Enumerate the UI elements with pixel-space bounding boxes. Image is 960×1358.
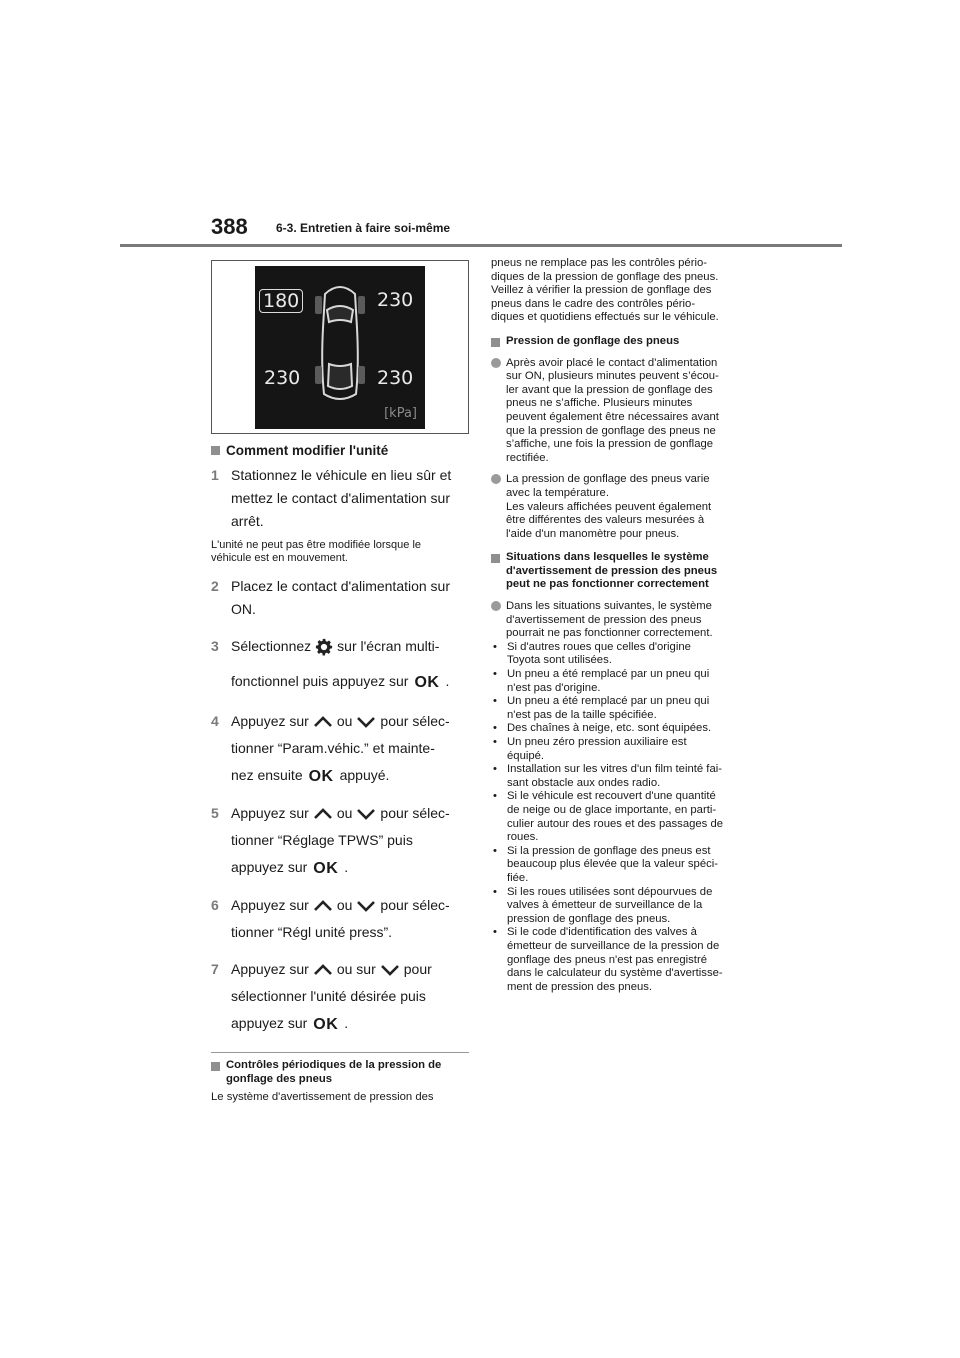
- heading-malfunction-situations: Situations dans lesquelles le système d'avertissement de pression des pneus peut ne pas fonctionner correctement: [491, 551, 753, 592]
- ok-button-icon: OK: [414, 674, 440, 691]
- tire-pressure-figure: [211, 260, 469, 434]
- round-bullet-icon: [491, 601, 501, 611]
- ok-button-icon: OK: [313, 1016, 339, 1033]
- situations-list: [491, 641, 753, 994]
- note-unit: L'unité ne peut pas être modifiée lorsque le véhicule est en mouvement.: [211, 539, 422, 564]
- multi-info-display: [255, 266, 425, 429]
- periodic-checks-text: Le système d'avertissement de pression des: [211, 1091, 434, 1104]
- step-1: 1 Stationnez le véhicule en lieu sûr et mettez le contact d'alimentation sur arrêt.: [211, 467, 452, 529]
- bullet-situations: Dans les situations suivantes, le système d'avertissement de pression des pneus pourrait ne pas fonctionner correctement.: [491, 600, 753, 641]
- list-item: • Installation sur les vitres d'un film teinté fai- sant obstacle aux ondes radio.: [493, 763, 723, 789]
- ok-button-icon: OK: [308, 768, 334, 785]
- chevron-up-icon: [313, 900, 333, 912]
- chevron-down-icon: [380, 964, 400, 976]
- square-bullet-icon: [491, 554, 500, 563]
- intro-paragraph: pneus ne remplace pas les contrôles pério- diques de la pression de gonflage des pneus. Veillez à vérifier la pression de gonflage des pneus dans le cadre des contrôles pério- diques et quotidiens effectués sur le véhicule.: [491, 257, 719, 324]
- right-column: [491, 257, 753, 994]
- tire-front-left-value: 180: [259, 289, 303, 313]
- chevron-down-icon: [356, 900, 376, 912]
- list-item: • Si les roues utilisées sont dépourvues de valves à émetteur de surveillance de la pression de gonflage des pneus.: [493, 885, 713, 925]
- tire-front-right-value: 230: [377, 289, 414, 311]
- ok-button-icon: OK: [313, 860, 339, 877]
- list-item: • Si d'autres roues que celles d'origine Toyota sont utilisées.: [493, 640, 691, 667]
- square-bullet-icon: [211, 446, 220, 455]
- pressure-unit-label: [kPa]: [384, 406, 417, 421]
- step-3: 3 Sélectionnez sur l'écran multi- fonctionnel puis appuyez sur OK .: [211, 638, 450, 691]
- step-5: 5 Appuyez sur ou pour sélec- tionner “Réglage TPWS” puis appuyez sur OK .: [211, 805, 450, 877]
- chevron-up-icon: [313, 716, 333, 728]
- section-heading-unit: Comment modifier l'unité: [211, 443, 469, 458]
- bullet-temperature: La pression de gonflage des pneus varie avec la température. Les valeurs affichées peuvent également être différentes des valeurs mesurées à l'aide d'un manomètre pour pneus.: [491, 473, 753, 541]
- list-item: • Un pneu a été remplacé par un pneu qui n'est pas d'origine.: [493, 668, 710, 694]
- step-4: 4 Appuyez sur ou pour sélec- tionner “Param.véhic.” et mainte- nez ensuite OK appuyé.: [211, 713, 450, 785]
- tire-rear-left-value: 230: [264, 367, 301, 389]
- heading-inflation-pressure: Pression de gonflage des pneus: [491, 335, 753, 349]
- step-6: 6 Appuyez sur ou pour sélec- tionner “Régl unité press”.: [211, 897, 450, 940]
- list-item: • Un pneu zéro pression auxiliaire est équipé.: [493, 736, 687, 762]
- chevron-up-icon: [313, 808, 333, 820]
- list-item: • Si la pression de gonflage des pneus est beaucoup plus élevée que la valeur spéci- fiée.: [493, 844, 719, 884]
- round-bullet-icon: [491, 474, 501, 484]
- header-rule: [120, 244, 842, 247]
- gear-icon: [315, 638, 333, 656]
- step-7: 7 Appuyez sur ou sur pour sélectionner l'unité désirée puis appuyez sur OK .: [211, 961, 432, 1033]
- page-number: 388: [211, 214, 248, 239]
- list-item: • Des chaînes à neige, etc. sont équipées.: [493, 722, 712, 735]
- section-title: 6-3. Entretien à faire soi-même: [276, 221, 451, 235]
- chevron-down-icon: [356, 716, 376, 728]
- list-item: • Si le code d'identification des valves à émetteur de surveillance de la pression de gonflage des pneus n'est pas enregistré dans le calculateur du système d'avertisse- ment de pression des pneus.: [493, 926, 723, 993]
- periodic-checks-heading: Contrôles périodiques de la pression de gonflage des pneus: [211, 1059, 469, 1086]
- chevron-down-icon: [356, 808, 376, 820]
- left-column: [211, 260, 469, 1105]
- square-bullet-icon: [211, 1062, 220, 1071]
- list-item: • Si le véhicule est recouvert d'une quantité de neige ou de glace importante, en parti- culier autour des roues et des passages de roues.: [493, 790, 724, 844]
- round-bullet-icon: [491, 358, 501, 368]
- square-bullet-icon: [491, 338, 500, 347]
- tire-rear-right-value: 230: [377, 367, 414, 389]
- chevron-up-icon: [313, 964, 333, 976]
- periodic-checks-block: [211, 1052, 469, 1105]
- bullet-display-delay: Après avoir placé le contact d'alimentation sur ON, plusieurs minutes peuvent s’écou- ler avant que la pression de gonflage des pneus ne s’affiche. Plusieurs minutes peuvent également être nécessaires avant que la pression de gonflage des pneus ne s’affiche, une fois la pression de gonflage rectifiée.: [491, 357, 753, 466]
- step-2: 2 Placez le contact d'alimentation sur ON.: [211, 578, 451, 617]
- list-item: • Un pneu a été remplacé par un pneu qui n'est pas de la taille spécifiée.: [493, 695, 710, 721]
